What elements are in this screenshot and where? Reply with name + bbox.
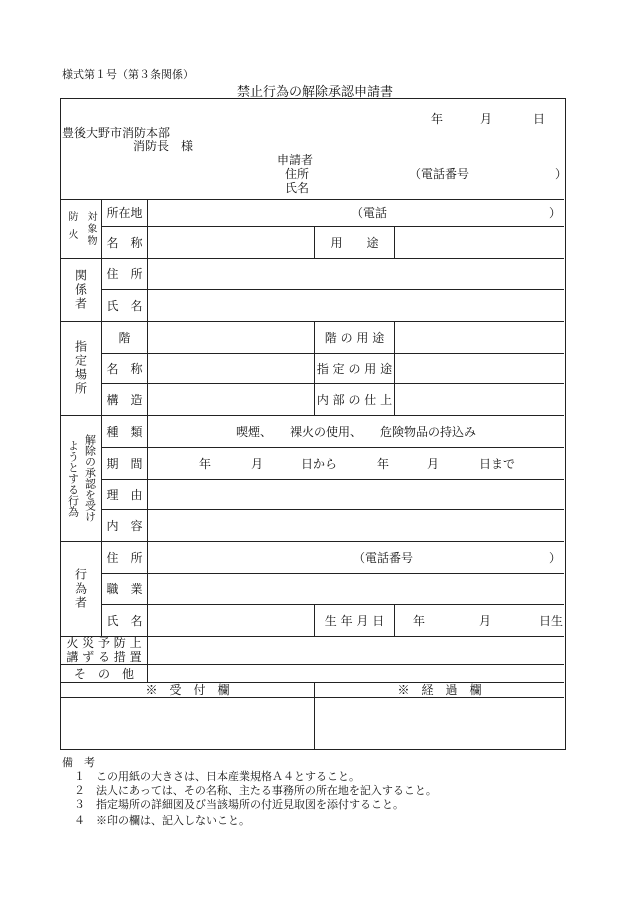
application-form <box>60 98 566 750</box>
act-period-month2: 月 <box>427 456 440 471</box>
applicant-address-label: 住所 <box>285 167 310 181</box>
reception-header: ※ 受 付 欄 <box>145 683 230 697</box>
actor-birth-label: 生 年 月 日 <box>324 613 385 628</box>
act-reason-label: 理 由 <box>106 487 143 502</box>
date-year: 年 <box>431 112 444 126</box>
act-period-year2: 年 <box>377 456 390 471</box>
form-number: 様式第１号（第３条関係） <box>62 68 194 81</box>
designated-name-label: 名 称 <box>106 361 143 376</box>
date-day: 日 <box>533 112 546 126</box>
target-use-label: 用 途 <box>330 235 379 250</box>
related-section-label: 関係者 <box>73 268 88 311</box>
act-period-year1: 年 <box>199 456 212 471</box>
applicant-phone-label: （電話番号 <box>409 167 470 181</box>
target-phone-label: （電話 <box>351 206 388 220</box>
act-period-month1: 月 <box>251 456 264 471</box>
fire-measures-label: 火 災 予 防 上 講 ず る 措 置 <box>66 636 142 664</box>
addressee-chief: 消防長 様 <box>133 139 194 153</box>
related-name-label: 氏 名 <box>106 298 143 313</box>
act-label-a: 解除の承認を受け <box>83 434 97 522</box>
applicant-name-label: 氏名 <box>285 181 310 195</box>
actor-phone-close: ） <box>549 550 562 565</box>
act-content-label: 内 容 <box>106 518 143 533</box>
actor-birth-month: 月 <box>479 613 492 628</box>
target-label-b: 対象物 <box>85 210 96 247</box>
actor-birth-day: 日生 <box>539 613 564 628</box>
note-item: １ この用紙の大きさは、日本産業規格Ａ４とすること。 <box>74 770 360 783</box>
actor-occupation-label: 職 業 <box>106 582 143 596</box>
note-item: ２ 法人にあっては、その名称、主たる事務所の所在地を記入すること。 <box>74 784 437 797</box>
applicant-phone-close: ） <box>555 167 568 181</box>
act-type-label: 種 類 <box>106 424 143 439</box>
target-phone-close: ） <box>549 206 562 220</box>
designated-section-label: 指定場所 <box>73 340 88 396</box>
note-item: ３ 指定場所の詳細図及び当該場所の付近見取図を添付すること。 <box>74 798 404 811</box>
designated-interior-label: 内 部 の 仕 上 <box>316 392 393 407</box>
target-name-label: 名 称 <box>106 235 143 250</box>
act-period-day2: 日まで <box>479 456 516 471</box>
other-label: そ の 他 <box>73 666 134 681</box>
related-address-label: 住 所 <box>106 267 143 281</box>
form-title: 禁止行為の解除承認申請書 <box>236 85 393 100</box>
actor-name-label: 氏 名 <box>106 613 143 628</box>
designated-use-label: 指 定 の 用 途 <box>316 361 393 376</box>
designated-floor-label: 階 <box>118 330 131 345</box>
progress-header: ※ 経 過 欄 <box>397 683 482 697</box>
target-label-a: 防火 <box>66 210 77 247</box>
act-section-label <box>61 415 101 541</box>
actor-address-label: 住 所 <box>106 550 143 565</box>
act-period-label: 期 間 <box>106 456 143 471</box>
designated-floor-use-label: 階 の 用 途 <box>324 330 385 345</box>
act-period-day1: 日から <box>301 456 338 471</box>
notes-heading: 備 考 <box>62 756 95 769</box>
target-location-label: 所在地 <box>106 206 143 220</box>
designated-structure-label: 構 造 <box>106 392 143 407</box>
target-section-label <box>61 199 101 258</box>
actor-phone-label: （電話番号 <box>353 550 414 565</box>
actor-section-label: 行為者 <box>73 567 88 610</box>
actor-birth-year: 年 <box>413 613 426 628</box>
act-label-b: ようとする行為 <box>66 439 80 517</box>
addressee-org: 豊後大野市消防本部 <box>62 126 171 140</box>
date-month: 月 <box>480 112 493 126</box>
act-type-value: 喫煙、 裸火の使用、 危険物品の持込み <box>235 424 476 439</box>
note-item: ４ ※印の欄は、記入しないこと。 <box>74 814 250 827</box>
applicant-label: 申請者 <box>277 153 314 167</box>
